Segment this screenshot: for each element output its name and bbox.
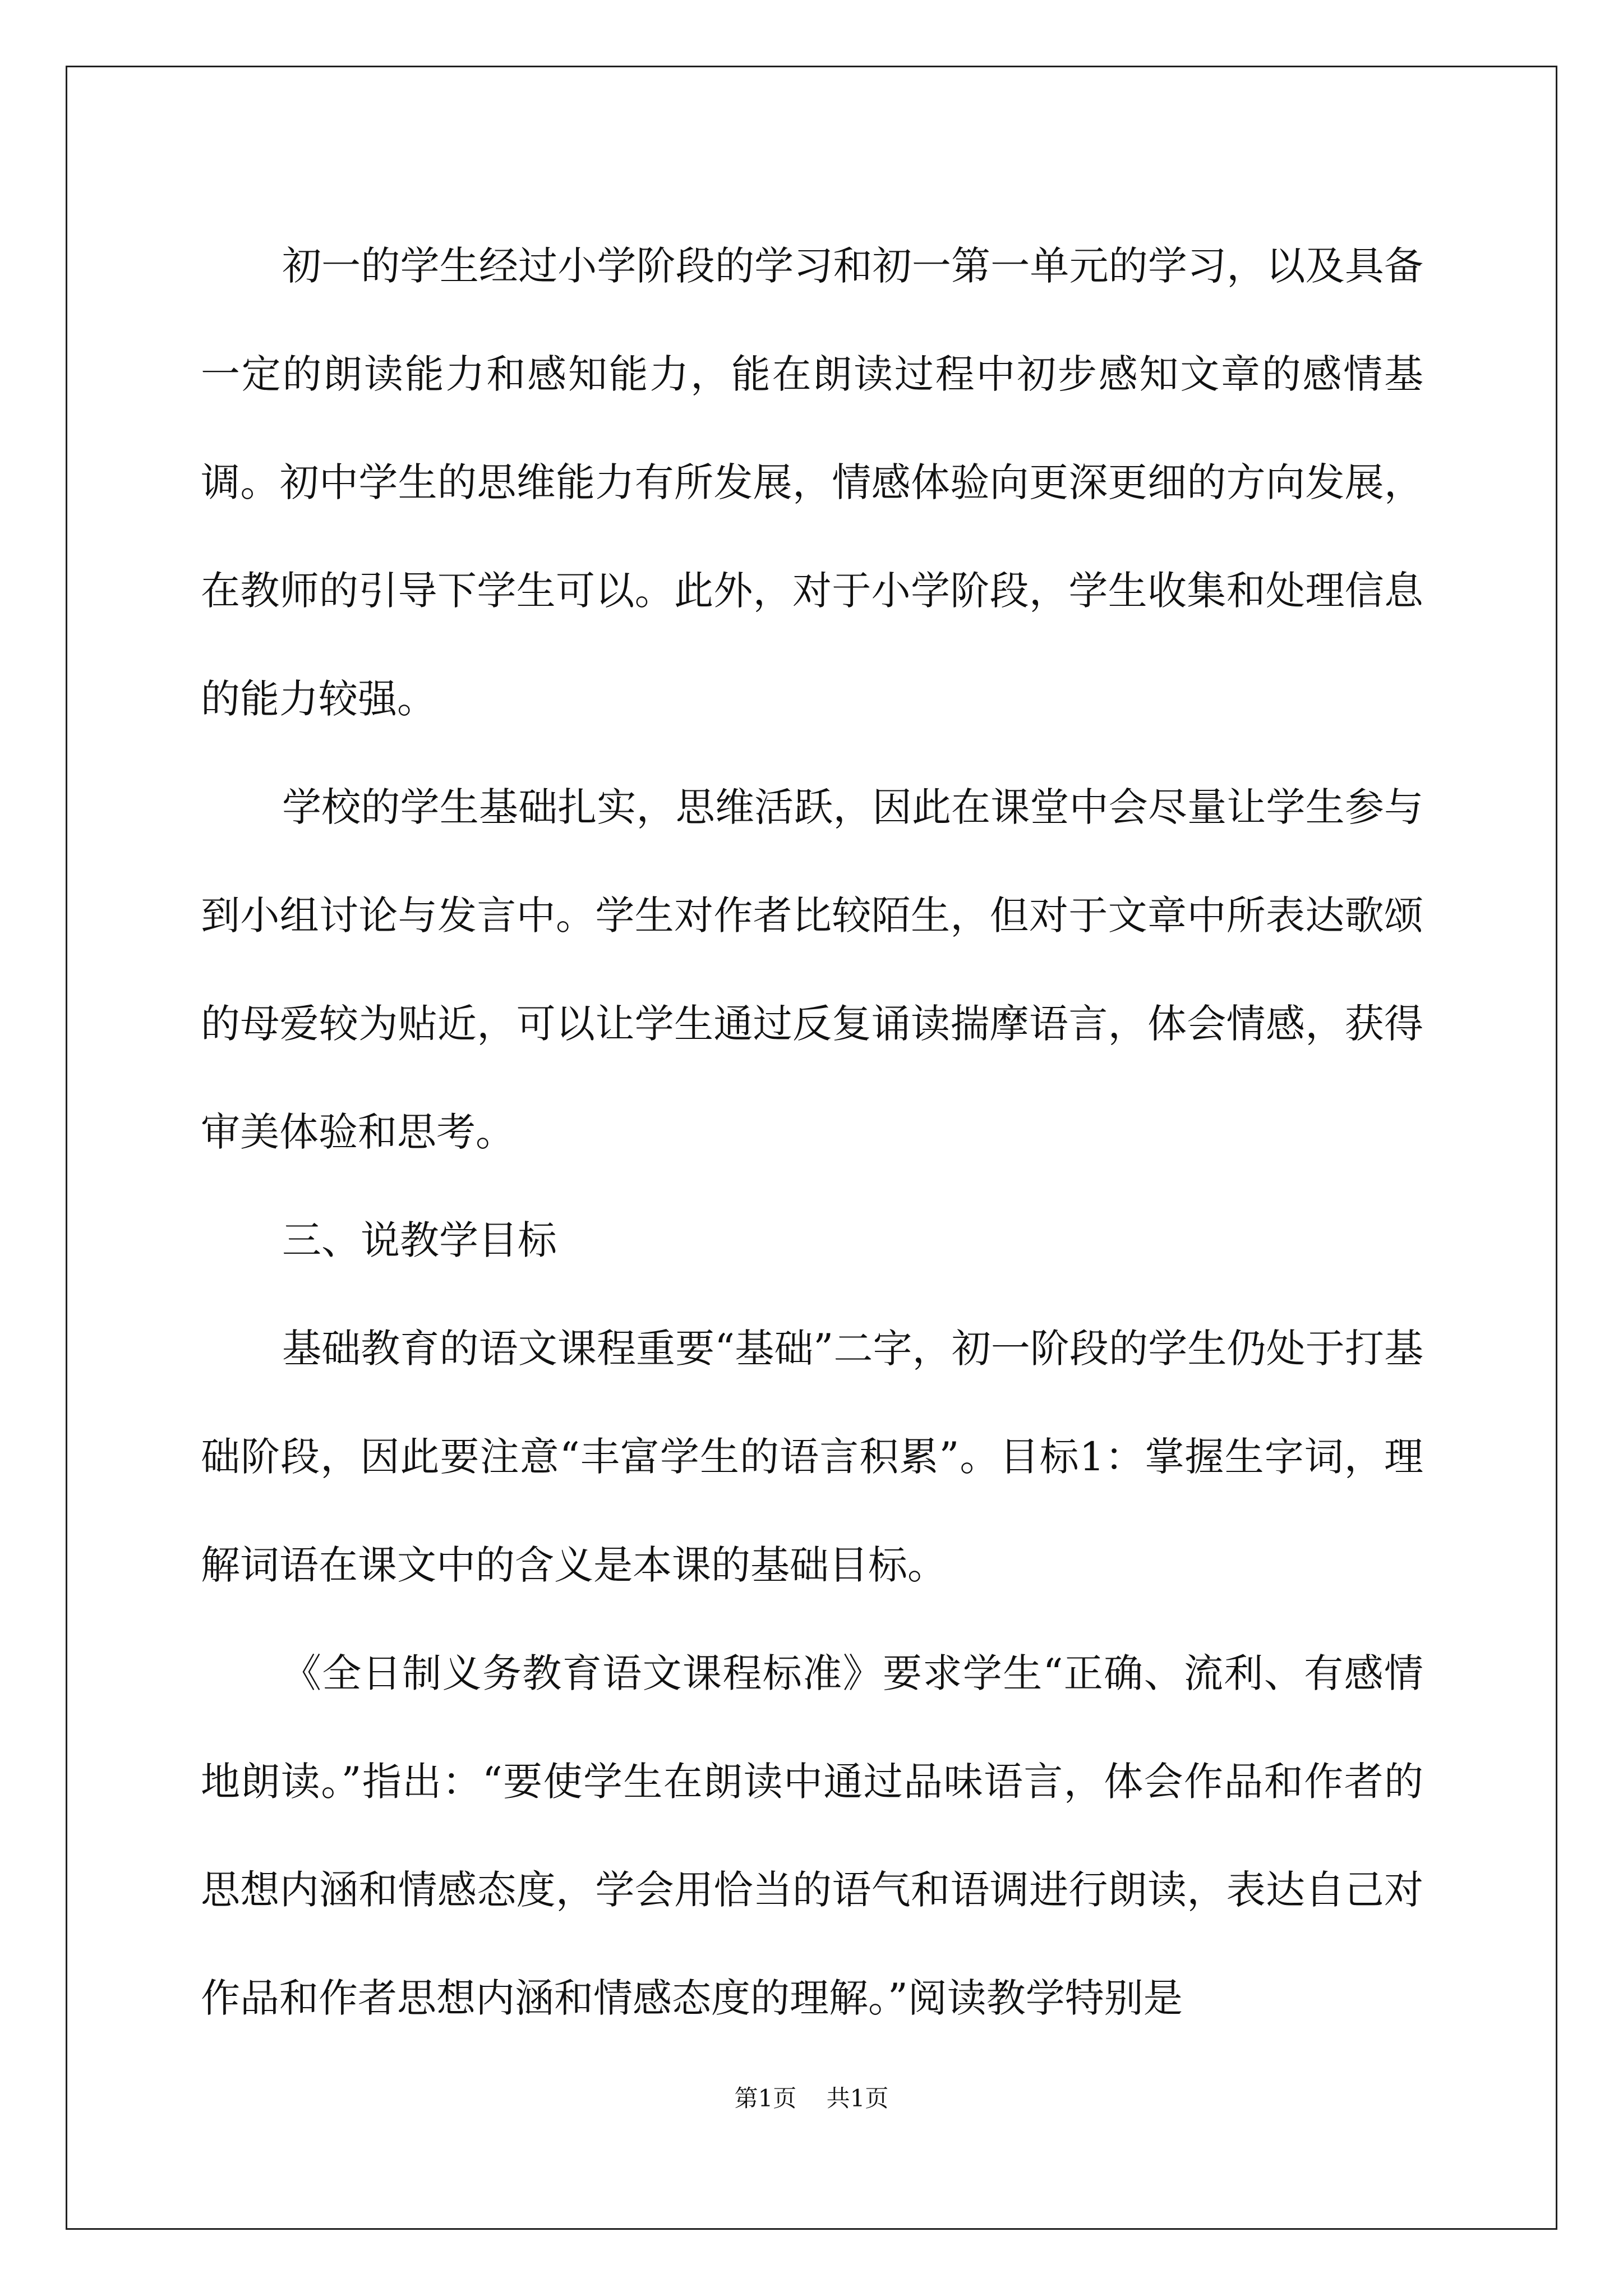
paragraph-school-students: 学校的学生基础扎实，思维活跃，因此在课堂中会尽量让学生参与到小组讨论与发言中。学生对作者比较陌生，但对于文章中所表达歌颂的母爱较为贴近，可以让学生通过反复诵读揣摩语言，体会情感，获得审美体验和思考。 [201,784,1423,1155]
paragraph-basic-education: 基础教育的语文课程重要“基础”二字，初一阶段的学生仍处于打基础阶段，因此要注意“丰富学生的语言积累”。目标1：掌握生字词，理解词语在课文中的含义是本课的基础目标。 [201,1326,1423,1588]
page-number: 第1页 [734,2085,797,2112]
page-total: 共1页 [826,2085,889,2112]
paragraph-curriculum-standard: 《全日制义务教育语文课程标准》要求学生“正确、流利、有感情地朗读。”指出：“要使学生在朗读中通过品味语言，体会作品和作者的思想内涵和情感态度，学会用恰当的语气和语调进行朗读，表达自己对作品和作者思想内涵和情感态度的理解。”阅读教学特别是 [201,1650,1423,2021]
section-heading-teaching-goals: 三、说教学目标 [282,1217,557,1263]
paragraph-student-background: 初一的学生经过小学阶段的学习和初一第一单元的学习，以及具备一定的朗读能力和感知能力，能在朗读过程中初步感知文章的感情基调。初中学生的思维能力有所发展，情感体验向更深更细的方向发展，在教师的引导下学生可以。此外，对于小学阶段，学生收集和处理信息的能力较强。 [201,243,1423,722]
page-footer [0,2080,1623,2114]
document-body [201,212,1423,2053]
